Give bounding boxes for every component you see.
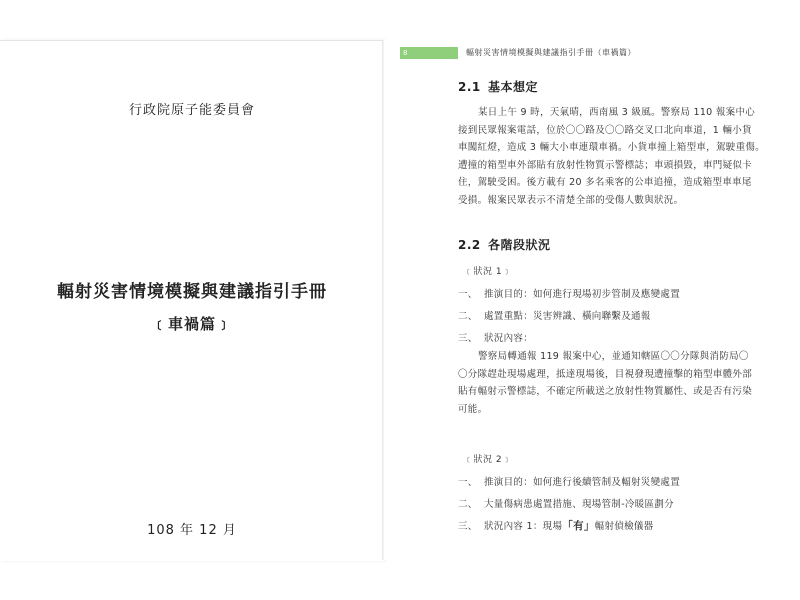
list-text: 處置重點：災害辨識、橫向聯繫及通報	[484, 311, 651, 322]
situation-2-label: ﹝狀況 2﹞	[464, 455, 512, 465]
running-header-bar	[400, 47, 458, 59]
running-header-title: 輻射災害情境模擬與建議指引手冊（車禍篇）	[466, 48, 636, 57]
paragraph-line: 遭撞的箱型車外部貼有放射性物質示警標誌；車頭損毀，車門疑似卡	[458, 159, 753, 171]
publication-date: 108 年 12 月	[147, 523, 237, 538]
content-page	[384, 40, 800, 560]
list-text: 大量傷病患處置措施、現場管制-冷暖區劃分	[484, 499, 674, 510]
paragraph-line: 受損。報案民眾表示不清楚全部的受傷人數與狀況。	[458, 194, 684, 206]
section-number: 2.2	[458, 238, 481, 252]
list-marker: 一、	[458, 289, 478, 300]
section-number: 2.1	[458, 80, 481, 94]
list-marker: 三、	[458, 521, 478, 532]
list-marker: 二、	[458, 499, 478, 510]
section-heading-2-2	[458, 236, 551, 253]
paragraph-line: 車闖紅燈，造成 3 輛大小車連環車禍。小貨車撞上箱型車，駕駛重傷。	[458, 142, 765, 154]
paragraph-line: 某日上午 9 時，天氣晴，西南風 3 級風。警察局 110 報案中心	[478, 107, 756, 118]
section-title: 基本想定	[488, 80, 539, 94]
emphasis-text: 「有」	[562, 520, 595, 532]
section-heading-2-1	[458, 78, 538, 95]
list-item	[458, 474, 680, 488]
section-title: 各階段狀況	[488, 238, 551, 252]
list-text: 狀況內容：	[484, 333, 534, 344]
paragraph-line: 警察局轉通報 119 報案中心，並通知轄區〇〇分隊與消防局〇	[478, 351, 749, 362]
cover-page	[0, 40, 384, 561]
organization-name: 行政院原子能委員會	[128, 103, 255, 118]
list-item	[458, 496, 674, 510]
page-number: 8	[403, 49, 408, 57]
situation-1-label: ﹝狀況 1﹞	[464, 267, 512, 277]
list-marker: 三、	[458, 333, 478, 344]
list-text: 推演目的：如何進行現場初步管制及應變處置	[484, 289, 681, 300]
scenario-paragraph	[458, 104, 765, 210]
list-item	[458, 518, 653, 533]
list-item	[458, 286, 680, 300]
paragraph-line: 接到民眾報案電話，位於〇〇路及〇〇路交叉口北向車道，1 輛小貨	[458, 124, 752, 136]
list-marker: 一、	[458, 477, 478, 488]
paragraph-line: 〇分隊趕赴現場處理，抵達現場後，目視發現遭撞擊的箱型車體外部	[458, 368, 753, 380]
list-text: 狀況內容 1：現場	[484, 521, 563, 532]
paragraph-line: 可能。	[458, 403, 488, 415]
document-subtitle: ﹝車禍篇﹞	[151, 315, 232, 333]
list-item	[458, 330, 533, 344]
list-text: 推演目的：如何進行後續管制及輻射災變處置	[484, 477, 681, 488]
list-item	[458, 308, 651, 322]
document-title: 輻射災害情境模擬與建議指引手冊	[57, 282, 327, 302]
list-text: 輻射偵檢儀器	[594, 521, 654, 532]
situation-1-content	[458, 348, 753, 418]
paragraph-line: 住，駕駛受困。後方載有 20 多名乘客的公車追撞，造成箱型車車尾	[458, 177, 752, 189]
paragraph-line: 貼有輻射示警標誌，不確定所載送之放射性物質屬性、或是否有污染	[458, 386, 753, 398]
list-marker: 二、	[458, 311, 478, 322]
